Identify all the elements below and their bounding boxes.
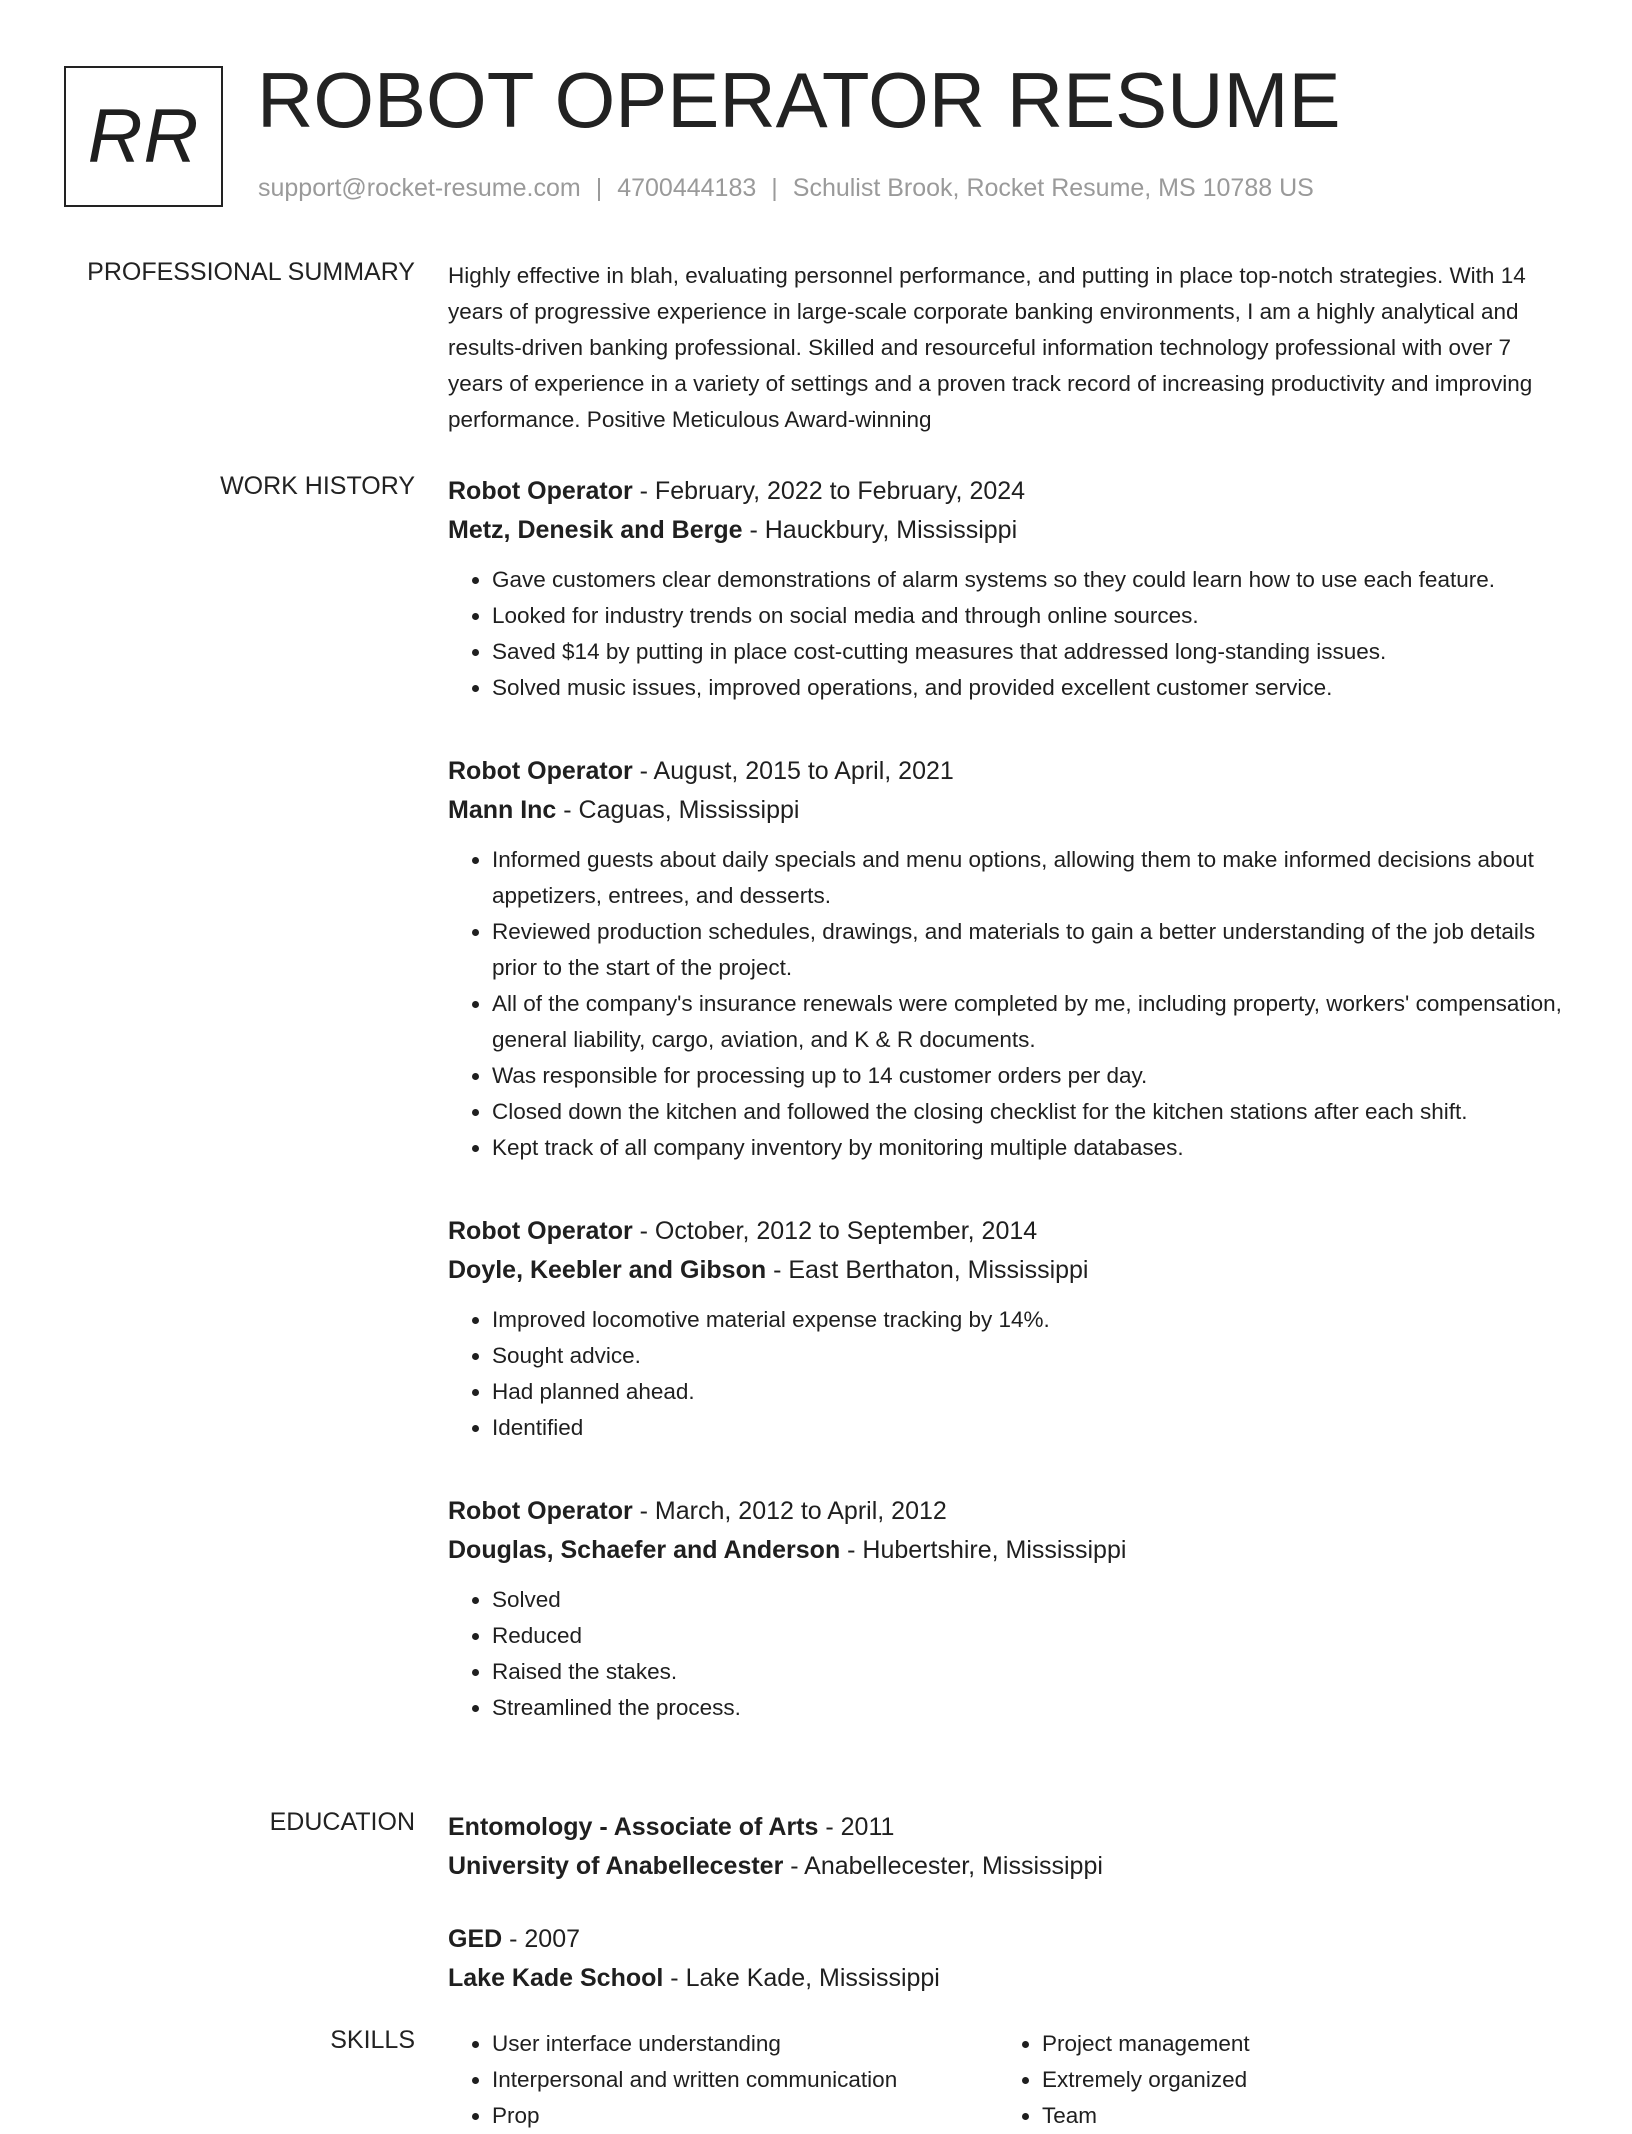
contact-email[interactable]: support@rocket-resume.com — [258, 174, 581, 202]
job-dates: - August, 2015 to April, 2021 — [632, 757, 954, 785]
job-entry — [448, 1212, 1568, 1446]
education-location: - Lake Kade, Mississippi — [663, 1964, 940, 1992]
bullet-item: • Had planned ahead. — [492, 1374, 1568, 1410]
bullet-item: • Gave customers clear demonstrations of alarm systems so they could learn how to use each feature. — [492, 562, 1568, 598]
section-label: PROFESSIONAL SUMMARY — [87, 258, 415, 286]
job-location: - Caguas, Mississippi — [556, 796, 800, 824]
job-company: Metz, Denesik and Berge — [448, 516, 743, 544]
education-school: University of Anabellecester — [448, 1852, 784, 1880]
bullet-item: • Streamlined the process. — [492, 1690, 1568, 1726]
bullet-item: • Looked for industry trends on social media and through online sources. — [492, 598, 1568, 634]
job-dates: - October, 2012 to September, 2014 — [632, 1217, 1038, 1245]
job-title: Robot Operator — [448, 757, 633, 785]
contact-phone[interactable]: 4700444183 — [617, 174, 757, 202]
job-company: Douglas, Schaefer and Anderson — [448, 1536, 841, 1564]
job-bullets — [448, 1582, 1568, 1726]
job-bullets — [448, 842, 1568, 1166]
education-year: - 2007 — [502, 1925, 581, 1953]
bullet-item: • Solved — [492, 1582, 1568, 1618]
job-bullets — [448, 1302, 1568, 1446]
job-location: - Hauckbury, Mississippi — [742, 516, 1018, 544]
bullet-item: • Raised the stakes. — [492, 1654, 1568, 1690]
contact-line — [258, 174, 1314, 203]
job-title: Robot Operator — [448, 1217, 633, 1245]
summary-text: Highly effective in blah, evaluating personnel performance, and putting in place top-notch strategies. With 14 years of progressive experience in large-scale corporate banking environments, I am a highly analytical and results-driven banking professional. Skilled and resourceful information technology professional with over 7 years of experience in a variety of settings and a proven track record of increasing productivity and improving performance. Positive Meticulous Award-winning — [448, 263, 1533, 432]
resume-title: ROBOT OPERATOR RESUME — [257, 56, 1341, 144]
bullet-item: • Identified — [492, 1410, 1568, 1446]
skill-item: • Team — [1042, 2098, 1250, 2134]
skills-column-right — [998, 2026, 1250, 2134]
bullet-item: • All of the company's insurance renewals were completed by me, including property, workers' compensation, general liability, cargo, aviation, and K & R documents. — [492, 986, 1568, 1058]
bullet-item: • Informed guests about daily specials and menu options, allowing them to make informed decisions about appetizers, entrees, and desserts. — [492, 842, 1568, 914]
skills-columns — [448, 2026, 1568, 2134]
skill-item: • Interpersonal and written communication — [492, 2062, 998, 2098]
education-degree: GED — [448, 1925, 503, 1953]
education-entry — [448, 1920, 1568, 1998]
bullet-item: • Saved $14 by putting in place cost-cutting measures that addressed long-standing issues. — [492, 634, 1568, 670]
education-degree: Entomology - Associate of Arts — [448, 1813, 819, 1841]
job-entry — [448, 472, 1568, 706]
skill-item: • Project management — [1042, 2026, 1250, 2062]
skills-column-left — [448, 2026, 998, 2134]
bullet-item: • Reviewed production schedules, drawings, and materials to gain a better understanding of the job details prior to the start of the project. — [492, 914, 1568, 986]
job-title: Robot Operator — [448, 477, 633, 505]
section-label: EDUCATION — [269, 1808, 415, 1836]
job-dates: - March, 2012 to April, 2012 — [632, 1497, 947, 1525]
jobs-list — [448, 472, 1568, 1772]
job-entry — [448, 752, 1568, 1166]
skill-item: • User interface understanding — [492, 2026, 998, 2062]
bullet-item: • Sought advice. — [492, 1338, 1568, 1374]
initials: RR — [87, 94, 200, 179]
job-location: - Hubertshire, Mississippi — [840, 1536, 1127, 1564]
bullet-item: • Kept track of all company inventory by monitoring multiple databases. — [492, 1130, 1568, 1166]
bullet-item: • Was responsible for processing up to 14 customer orders per day. — [492, 1058, 1568, 1094]
job-bullets — [448, 562, 1568, 706]
contact-separator: | — [771, 174, 778, 202]
job-entry — [448, 1492, 1568, 1726]
education-entry — [448, 1808, 1568, 1886]
section-label: WORK HISTORY — [220, 472, 415, 500]
section-label: SKILLS — [330, 2026, 415, 2054]
bullet-item: • Reduced — [492, 1618, 1568, 1654]
job-company: Doyle, Keebler and Gibson — [448, 1256, 767, 1284]
skill-item: • Prop — [492, 2098, 998, 2134]
job-company: Mann Inc — [448, 796, 557, 824]
contact-separator: | — [595, 174, 603, 202]
bullet-item: • Improved locomotive material expense tracking by 14%. — [492, 1302, 1568, 1338]
job-location: - East Berthaton, Mississippi — [766, 1256, 1089, 1284]
monogram-badge — [64, 66, 223, 207]
education-school: Lake Kade School — [448, 1964, 664, 1992]
education-year: - 2011 — [818, 1813, 895, 1841]
job-dates: - February, 2022 to February, 2024 — [632, 477, 1026, 505]
education-location: - Anabellecester, Mississippi — [783, 1852, 1103, 1880]
skill-item: • Extremely organized — [1042, 2062, 1250, 2098]
contact-address: Schulist Brook, Rocket Resume, MS 10788 US — [792, 174, 1314, 202]
job-title: Robot Operator — [448, 1497, 633, 1525]
bullet-item: • Closed down the kitchen and followed the closing checklist for the kitchen stations after each shift. — [492, 1094, 1568, 1130]
bullet-item: • Solved music issues, improved operations, and provided excellent customer service. — [492, 670, 1568, 706]
